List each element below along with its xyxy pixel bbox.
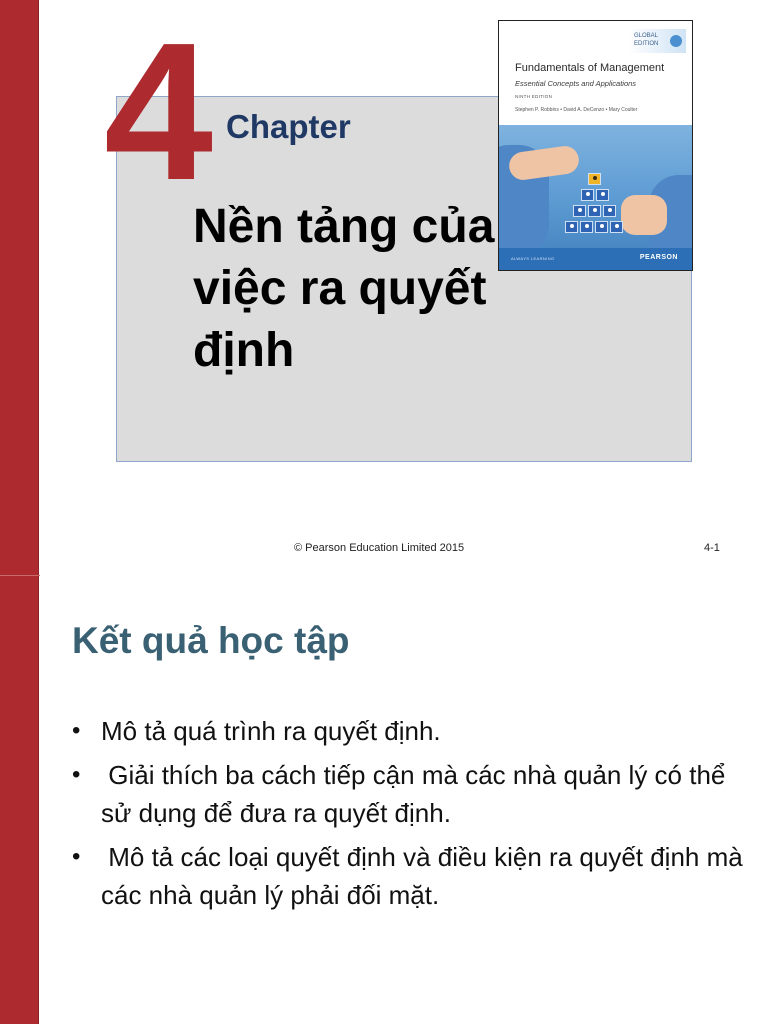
list-item xyxy=(72,712,752,750)
always-learning-text: ALWAYS LEARNING xyxy=(511,256,555,261)
left-accent-bar xyxy=(0,0,39,576)
globe-icon xyxy=(670,35,682,47)
chapter-number: 4 xyxy=(104,2,210,221)
slide-2 xyxy=(0,576,768,1024)
book-subtitle: Essential Concepts and Applications xyxy=(515,79,637,88)
gold-person-cube xyxy=(588,173,601,185)
list-item-text: Mô tả các loại quyết định và điều kiện ra quyết định mà các nhà quản lý phải đối mặt. xyxy=(101,842,750,910)
book-authors: Stephen P. Robbins • David A. DeCenzo • Mary Coulter xyxy=(515,107,638,113)
book-title: Fundamentals of Management xyxy=(515,62,665,74)
bullet-list xyxy=(72,712,752,920)
chapter-title-line: định xyxy=(193,324,295,377)
page-number: 4-1 xyxy=(704,542,720,554)
chapter-label: Chapter xyxy=(226,108,351,145)
person-cube xyxy=(588,205,601,217)
publisher-logo: PEARSON xyxy=(639,254,678,261)
book-cover-image xyxy=(498,20,693,271)
person-cube xyxy=(573,205,586,217)
person-cube xyxy=(580,221,593,233)
chapter-title-line: Nền tảng của xyxy=(193,200,495,253)
person-cube xyxy=(596,189,609,201)
person-cube xyxy=(581,189,594,201)
footer-copyright: © Pearson Education Limited 2015 xyxy=(294,542,465,554)
bullet-icon: • xyxy=(72,717,81,744)
person-cube xyxy=(610,221,623,233)
list-item xyxy=(72,756,752,832)
list-item xyxy=(72,838,752,914)
book-edition: NINTH EDITION xyxy=(515,94,553,99)
cover-photo xyxy=(499,125,692,248)
chapter-title-line: việc ra quyết xyxy=(193,262,487,315)
chapter-title xyxy=(193,196,523,382)
person-cube xyxy=(595,221,608,233)
book-footer-band xyxy=(499,248,692,270)
bullet-icon: • xyxy=(72,843,81,870)
bullet-icon: • xyxy=(72,761,81,788)
person-cube xyxy=(603,205,616,217)
list-item-text: Mô tả quá trình ra quyết định. xyxy=(101,716,441,746)
slide-heading: Kết quả học tập xyxy=(72,620,350,661)
global-edition-badge: GLOBAL EDITION xyxy=(628,29,686,53)
person-cube xyxy=(565,221,578,233)
list-item-text: Giải thích ba cách tiếp cận mà các nhà quản lý có thể sử dụng để đưa ra quyết định. xyxy=(101,760,733,828)
left-accent-bar xyxy=(0,576,39,1024)
right-hand xyxy=(621,195,667,235)
